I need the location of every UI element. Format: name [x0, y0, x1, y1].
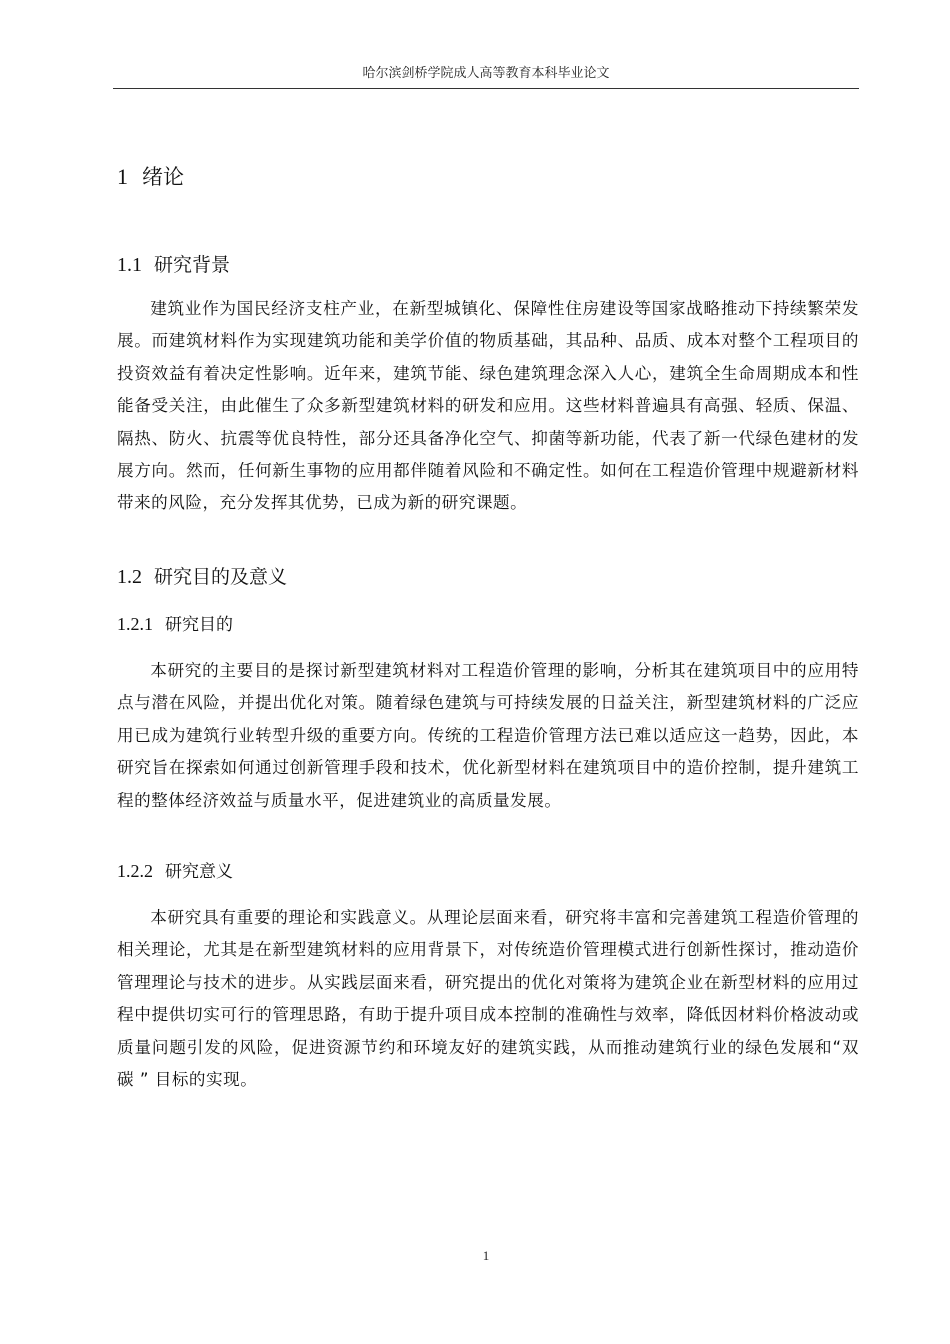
subsection-number: 1.2.2: [117, 861, 153, 881]
subsection-heading-1-2-1: [117, 612, 233, 637]
section-number: 1.2: [117, 566, 142, 588]
chapter-number: 1: [117, 164, 128, 189]
chapter-heading: [117, 163, 184, 191]
section-heading-1-1: [117, 252, 230, 278]
subsection-number: 1.2.1: [117, 614, 153, 634]
paragraph-significance: 本研究具有重要的理论和实践意义。从理论层面来看，研究将丰富和完善建筑工程造价管理的相关理论，尤其是在新型建筑材料的应用背景下，对传统造价管理模式进行创新性探讨，推动造价管理理论与技术的进步。从实践层面来看，研究提出的优化对策将为建筑企业在新型材料的应用过程中提供切实可行的管理思路，有助于提升项目成本控制的准确性与效率，降低因材料价格波动或质量问题引发的风险，促进资源节约和环境友好的建筑实践，从而推动建筑行业的绿色发展和“双碳 ” 目标的实现。: [117, 908, 859, 1090]
section-title: 研究背景: [154, 254, 231, 276]
page-number: 1: [482, 1248, 490, 1263]
subsection-heading-1-2-2: [117, 859, 233, 884]
paragraph-background: 建筑业作为国民经济支柱产业，在新型城镇化、保障性住房建设等国家战略推动下持续繁荣发展。而建筑材料作为实现建筑功能和美学价值的物质基础，其品种、品质、成本对整个工程项目的投资效益有着决定性影响。近年来，建筑节能、绿色建筑理念深入人心，建筑全生命周期成本和性能备受关注，由此催生了众多新型建筑材料的研发和应用。这些材料普遍具有高强、轻质、保温、隔热、防火、抗震等优良特性，部分还具备净化空气、抑菌等新功能，代表了新一代绿色建材的发展方向。然而，任何新生事物的应用都伴随着风险和不确定性。如何在工程造价管理中规避新材料带来的风险，充分发挥其优势，已成为新的研究课题。: [117, 299, 859, 513]
section-number: 1.1: [117, 254, 142, 276]
running-header: 哈尔滨剑桥学院成人高等教育本科毕业论文: [362, 66, 610, 81]
chapter-title: 绪论: [142, 165, 184, 189]
header-divider: [113, 88, 859, 89]
section-title: 研究目的及意义: [154, 566, 288, 588]
section-heading-1-2: [117, 564, 287, 590]
subsection-title: 研究目的: [165, 615, 233, 635]
subsection-title: 研究意义: [165, 862, 233, 882]
paragraph-purpose: 本研究的主要目的是探讨新型建筑材料对工程造价管理的影响，分析其在建筑项目中的应用特点与潜在风险，并提出优化对策。随着绿色建筑与可持续发展的日益关注，新型建筑材料的广泛应用已成为建筑行业转型升级的重要方向。传统的工程造价管理方法已难以适应这一趋势，因此，本研究旨在探索如何通过创新管理手段和技术，优化新型材料在建筑项目中的造价控制，提升建筑工程的整体经济效益与质量水平，促进建筑业的高质量发展。: [117, 661, 859, 810]
